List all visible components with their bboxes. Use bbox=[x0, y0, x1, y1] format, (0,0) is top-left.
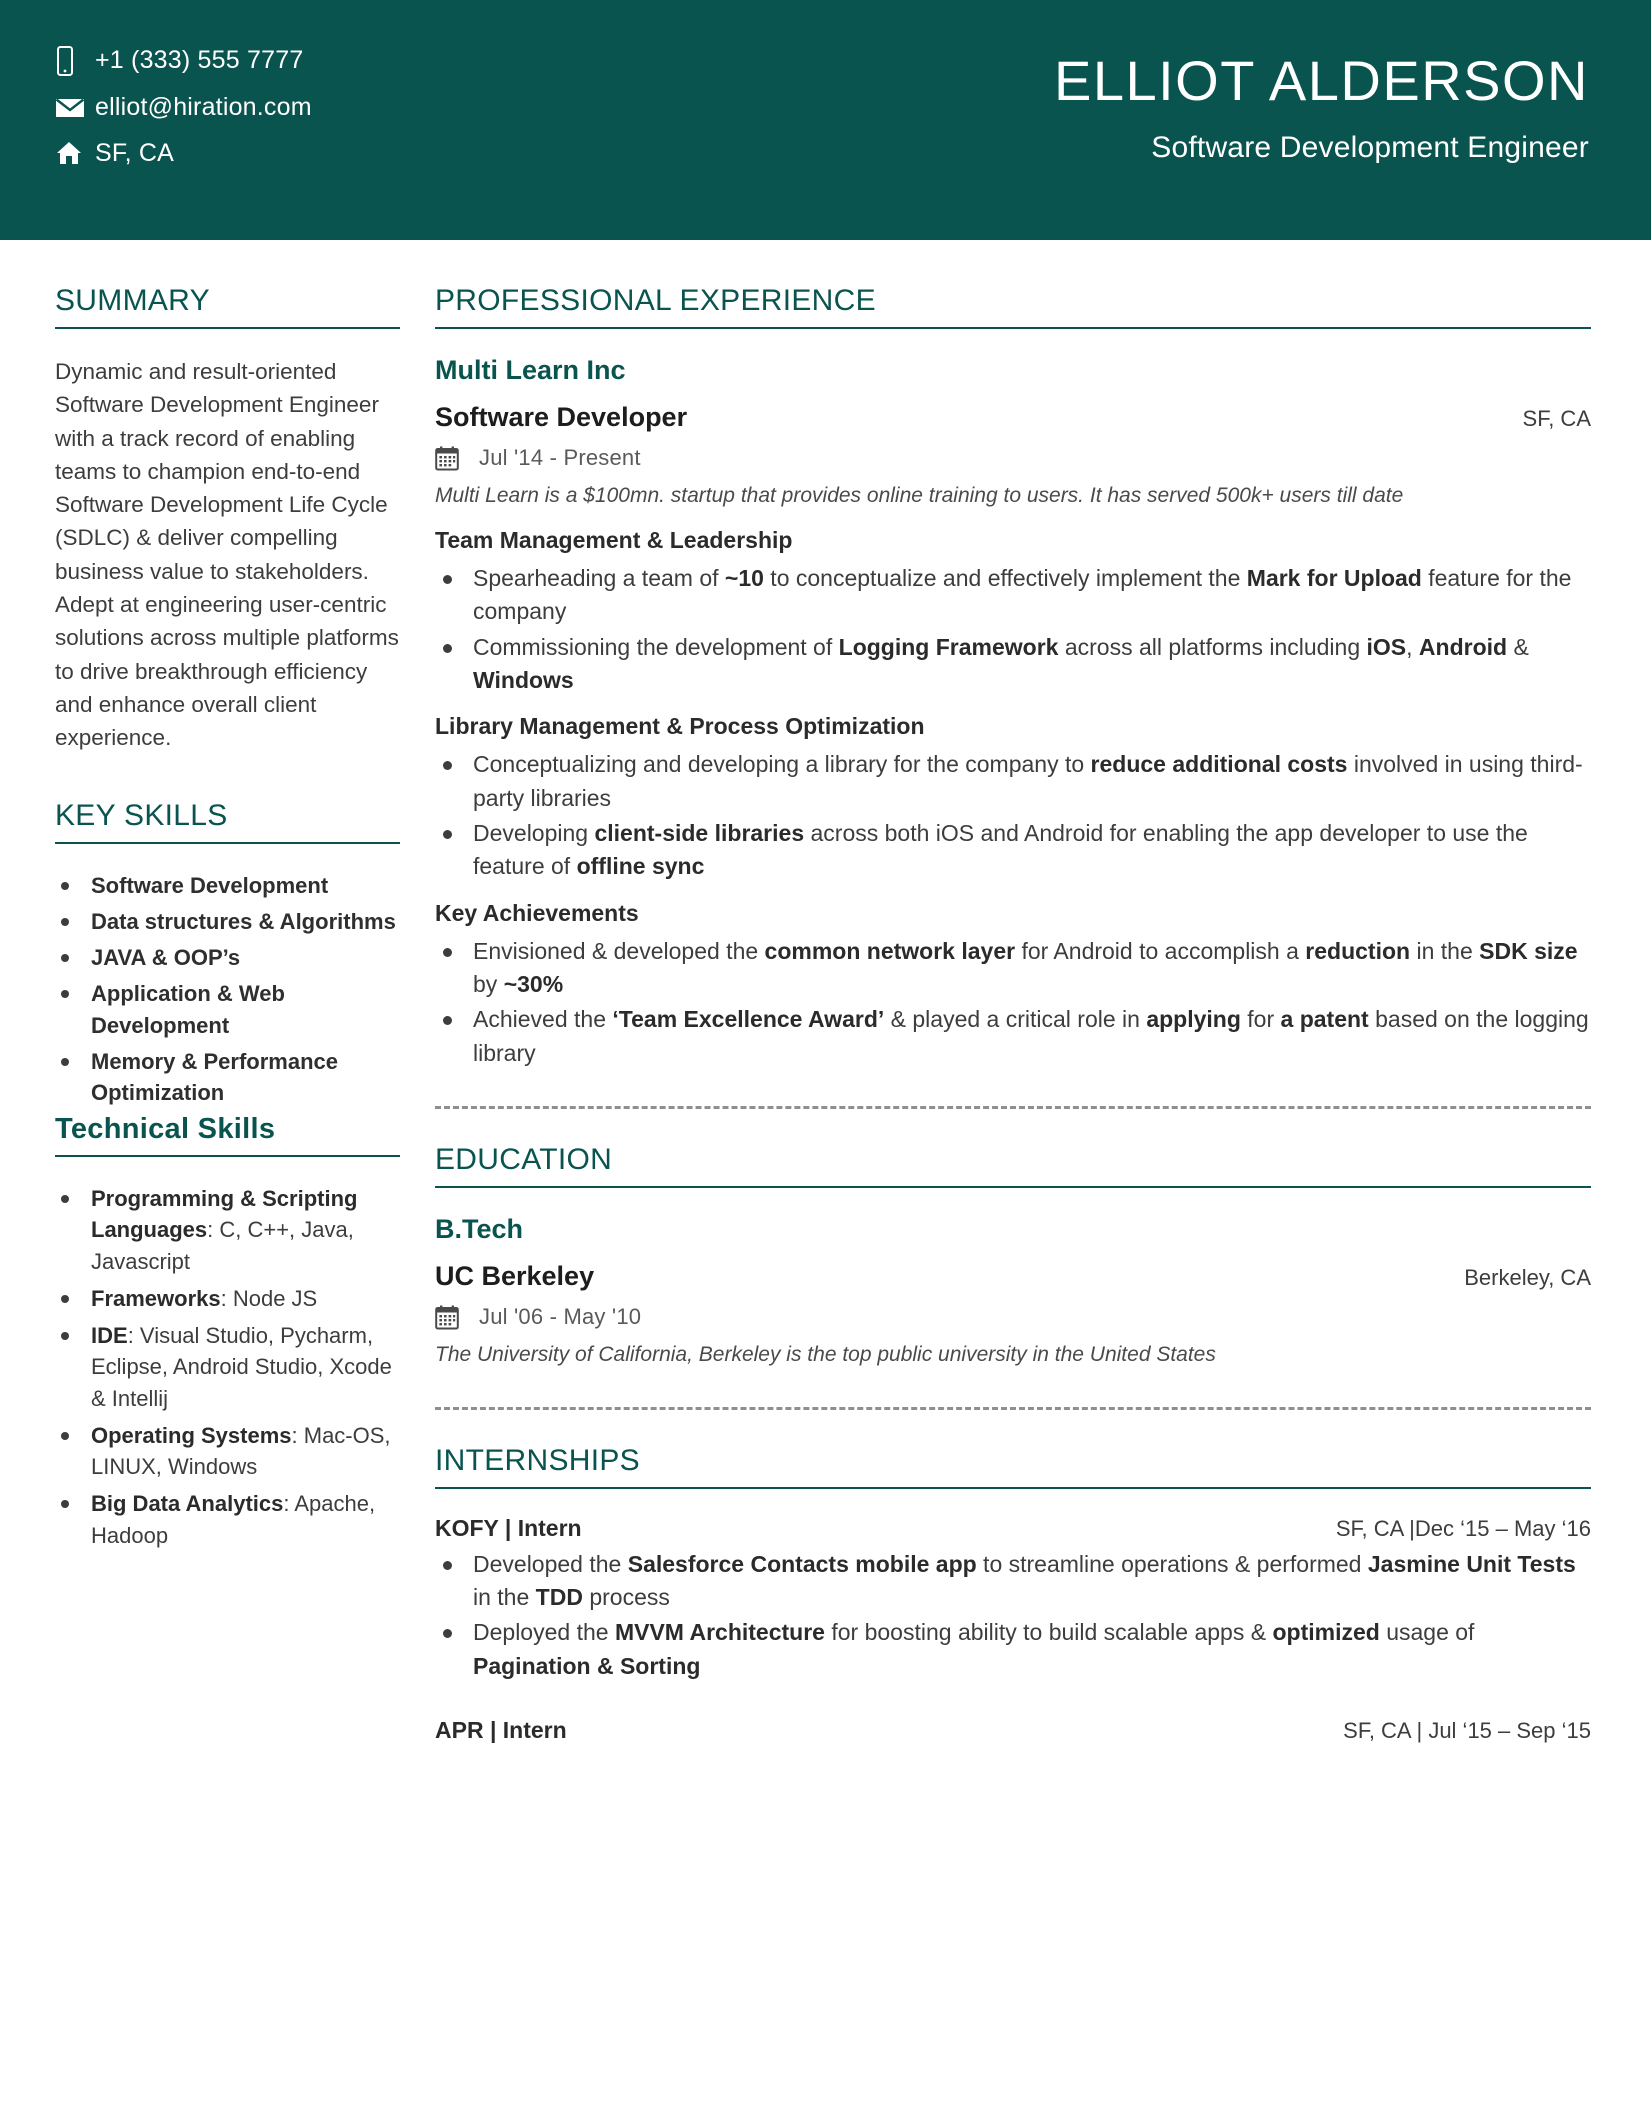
education-rule bbox=[435, 1186, 1591, 1188]
internship-header-row bbox=[435, 1717, 1591, 1744]
divider-after-education bbox=[435, 1407, 1591, 1410]
education-heading: EDUCATION bbox=[435, 1143, 613, 1177]
phone-icon bbox=[55, 46, 95, 76]
section-key-skills bbox=[55, 799, 400, 1109]
section-summary bbox=[55, 284, 400, 755]
education-school: UC Berkeley bbox=[435, 1261, 595, 1292]
contact-email-text: elliot@hiration.com bbox=[95, 93, 312, 121]
key-skill-item: Memory & Performance Optimization bbox=[55, 1046, 400, 1108]
contact-phone-text: +1 (333) 555 7777 bbox=[95, 46, 304, 75]
internships-heading: INTERNSHIPS bbox=[435, 1443, 640, 1477]
key-skill-item: Data structures & Algorithms bbox=[55, 906, 400, 937]
internship-bullet: Deployed the MVVM Architecture for boosting ability to build scalable apps & optimized usage of Pagination & Sorting bbox=[435, 1616, 1591, 1683]
key-skill-item: Application & Web Development bbox=[55, 978, 400, 1040]
contact-email bbox=[55, 94, 826, 122]
calendar-icon bbox=[435, 446, 479, 471]
key-skills-heading: KEY SKILLS bbox=[55, 798, 228, 832]
internship-bullet-list bbox=[435, 1548, 1591, 1683]
experience-group-heading: Team Management & Leadership bbox=[435, 527, 793, 553]
technical-skill-label: Operating Systems bbox=[91, 1422, 292, 1448]
technical-skill-value: : Apache, Hadoop bbox=[91, 1491, 376, 1548]
technical-skill-label: IDE bbox=[91, 1323, 128, 1349]
internships-rule bbox=[435, 1487, 1591, 1489]
candidate-role: Software Development Engineer bbox=[1151, 130, 1589, 164]
section-technical-skills bbox=[55, 1113, 400, 1551]
internship-meta: SF, CA | Jul ‘15 – Sep ‘15 bbox=[1343, 1717, 1591, 1743]
section-internships bbox=[435, 1444, 1591, 1744]
contact-phone bbox=[55, 46, 826, 76]
education-date-row bbox=[435, 1304, 1591, 1330]
experience-bullet-list bbox=[435, 562, 1591, 697]
experience-bullet: Conceptualizing and developing a library for the company to reduce additional costs involved in using third-party libraries bbox=[435, 748, 1591, 815]
technical-skill-item bbox=[55, 1183, 400, 1277]
technical-skill-item bbox=[55, 1488, 400, 1550]
internship-header-row bbox=[435, 1515, 1591, 1542]
experience-description: Multi Learn is a $100mn. startup that provides online training to users. It has served 500k+ users till date bbox=[435, 484, 1404, 507]
key-skill-item: Software Development bbox=[55, 870, 400, 901]
internship-entry bbox=[435, 1515, 1591, 1683]
technical-skill-label: Big Data Analytics bbox=[91, 1491, 284, 1517]
experience-bullet-list bbox=[435, 935, 1591, 1070]
experience-group-heading: Library Management & Process Optimization bbox=[435, 713, 925, 740]
experience-location: SF, CA bbox=[1522, 406, 1591, 431]
experience-bullet: Achieved the ‘Team Excellence Award’ & played a critical role in applying for a patent based on the logging library bbox=[435, 1003, 1591, 1070]
technical-skill-item bbox=[55, 1420, 400, 1482]
summary-heading: SUMMARY bbox=[55, 284, 210, 317]
resume-body bbox=[0, 240, 1651, 1778]
experience-bullet: Developing client-side libraries across both iOS and Android for enabling the app developer to use the feature of offline sync bbox=[435, 817, 1591, 884]
experience-role-row bbox=[435, 402, 1591, 433]
main-content bbox=[430, 240, 1651, 1778]
experience-bullet: Envisioned & developed the common network layer for Android to accomplish a reduction in the SDK size by ~30% bbox=[435, 935, 1591, 1002]
resume-header bbox=[0, 0, 1651, 240]
experience-date-row bbox=[435, 445, 1591, 471]
summary-rule bbox=[55, 327, 400, 329]
technical-skills-rule bbox=[55, 1155, 400, 1157]
section-education bbox=[435, 1143, 1591, 1370]
experience-bullet-list bbox=[435, 748, 1591, 883]
key-skill-item: JAVA & OOP’s bbox=[55, 942, 400, 973]
education-location: Berkeley, CA bbox=[1464, 1265, 1591, 1291]
email-icon bbox=[55, 97, 95, 119]
internship-bullet: Developed the Salesforce Contacts mobile app to streamline operations & performed Jasmine Unit Tests in the TDD process bbox=[435, 1548, 1591, 1615]
sidebar bbox=[0, 240, 430, 1778]
experience-dates: Jul '14 - Present bbox=[479, 445, 641, 470]
experience-rule bbox=[435, 327, 1591, 329]
education-degree: B.Tech bbox=[435, 1214, 524, 1245]
contact-block bbox=[0, 0, 826, 240]
technical-skill-label: Frameworks bbox=[91, 1285, 221, 1311]
technical-skills-heading: Technical Skills bbox=[55, 1113, 276, 1146]
experience-role-title: Software Developer bbox=[435, 402, 688, 432]
internship-meta: SF, CA |Dec ‘15 – May ‘16 bbox=[1335, 1515, 1591, 1541]
summary-text: Dynamic and result-oriented Software Development Engineer with a track record of enabling teams to champion end-to-end Software Development Life Cycle (SDLC) & deliver compelling business value to stakeholders. Adept at engineering user-centric solutions across multiple platforms to drive breakthrough efficiency and enhance overall client experience. bbox=[55, 359, 399, 751]
experience-groups bbox=[435, 527, 1591, 1070]
key-skills-rule bbox=[55, 842, 400, 844]
experience-company: Multi Learn Inc bbox=[435, 355, 626, 385]
experience-heading: PROFESSIONAL EXPERIENCE bbox=[435, 284, 876, 317]
technical-skill-value: : Node JS bbox=[220, 1285, 318, 1311]
technical-skill-item bbox=[55, 1283, 400, 1314]
experience-bullet: Commissioning the development of Logging Framework across all platforms including iOS, Android & Windows bbox=[435, 631, 1591, 698]
technical-skill-value: : Mac-OS, LINUX, Windows bbox=[91, 1422, 391, 1480]
internship-title: APR | Intern bbox=[435, 1716, 567, 1743]
key-skills-list bbox=[55, 870, 400, 1109]
home-icon bbox=[55, 140, 95, 166]
technical-skill-label: Programming & Scripting Languages bbox=[91, 1186, 358, 1243]
technical-skill-item bbox=[55, 1320, 400, 1414]
divider-after-experience bbox=[435, 1106, 1591, 1109]
technical-skills-list bbox=[55, 1183, 400, 1551]
contact-location-text: SF, CA bbox=[95, 138, 174, 167]
experience-bullet: Spearheading a team of ~10 to conceptualize and effectively implement the Mark for Upload feature for the company bbox=[435, 562, 1591, 629]
calendar-icon bbox=[435, 1305, 479, 1330]
education-description: The University of California, Berkeley is the top public university in the United States bbox=[435, 1343, 1216, 1367]
section-experience bbox=[435, 284, 1591, 1070]
education-dates: Jul '06 - May '10 bbox=[479, 1304, 642, 1330]
contact-location bbox=[55, 140, 826, 168]
internships-list bbox=[435, 1515, 1591, 1744]
identity-block bbox=[826, 0, 1651, 240]
experience-group-heading: Key Achievements bbox=[435, 899, 639, 926]
candidate-name: ELLIOT ALDERSON bbox=[1053, 49, 1589, 112]
internship-entry bbox=[435, 1717, 1591, 1744]
internship-title: KOFY | Intern bbox=[435, 1514, 582, 1541]
education-school-row bbox=[435, 1261, 1591, 1292]
technical-skill-value: : Visual Studio, Pycharm, Eclipse, Android Studio, Xcode & Intellij bbox=[91, 1323, 392, 1411]
technical-skill-value: : C, C++, Java, Javascript bbox=[91, 1217, 354, 1274]
